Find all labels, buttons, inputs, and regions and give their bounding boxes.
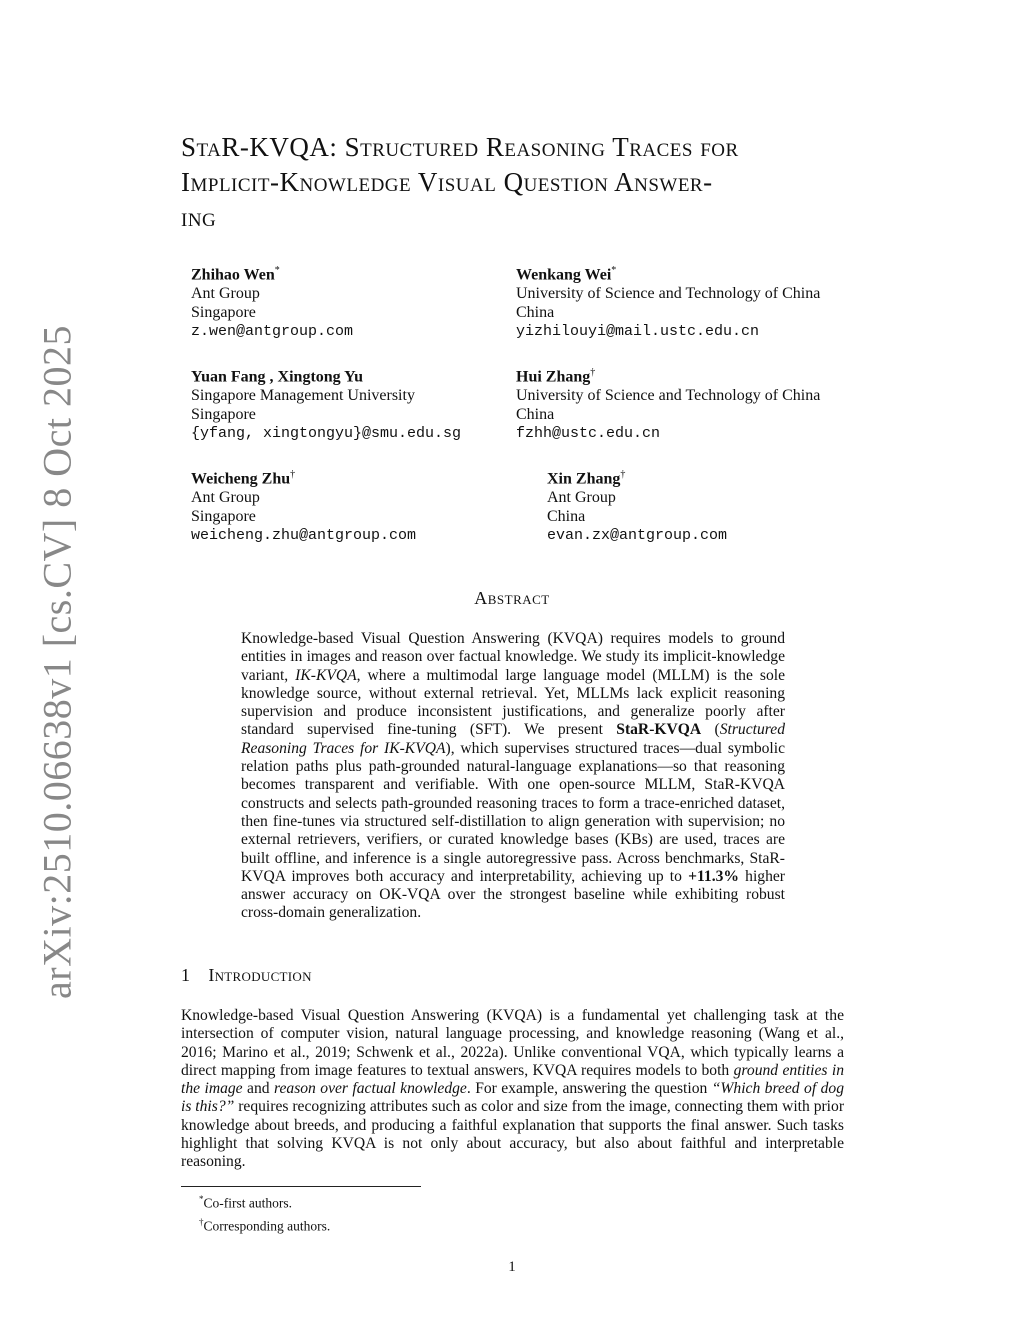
author-affiliation: University of Science and Technology of China: [516, 285, 821, 303]
author-email[interactable]: z.wen@antgroup.com: [191, 323, 354, 341]
author-location: Singapore: [191, 304, 256, 322]
author-mark: †: [620, 469, 626, 480]
author-name: Zhihao Wen: [191, 266, 275, 284]
author-location: China: [547, 508, 586, 526]
author-name: Weicheng Zhu: [191, 470, 291, 488]
footnotes: [199, 1190, 330, 1235]
author-mark: †: [290, 469, 296, 480]
author-name: Hui Zhang: [516, 368, 591, 386]
abstract-segment: ), which supervises structured traces—dual symbolic relation paths plus path-grounded natural-language explanations—so that reasoning becomes transparent and verifiable. With one open-source MLLM, StaR-KVQA constructs and selects path-grounded reasoning traces to form a trace-enriched dataset, then fine-tunes via structured self-distillation to align generation with supervision; no external retrievers, verifiers, or curated knowledge bases (KBs) are used, traces are built offline, and inference is a single autoregressive pass. Across benchmarks, StaR-KVQA improves both accuracy and interpretability, achieving up to: [241, 739, 785, 885]
section-heading: [181, 965, 312, 986]
intro-emphasis: ground entities in the image: [181, 1061, 844, 1098]
abstract-segment: (: [701, 721, 720, 739]
intro-emphasis: reason over factual knowledge: [273, 1080, 467, 1098]
author-mark: *: [611, 265, 617, 276]
abstract-method-name: StaR-KVQA: [616, 721, 702, 739]
footnote-divider: [181, 1186, 421, 1187]
abstract-segment: , where a multimodal large language model (MLLM) is the sole knowledge source, without external retrieval. Yet, MLLMs lack explicit reasoning supervision and produce inconsistent justifications, and generalize poorly after standard supervised fine-tuning (SFT). We present: [241, 666, 785, 739]
author-email[interactable]: {yfang, xingtongyu}@smu.edu.sg: [191, 425, 462, 443]
author-email[interactable]: yizhilouyi@mail.ustc.edu.cn: [516, 323, 760, 341]
author-name: Yuan Fang , Xingtong Yu: [191, 368, 364, 386]
author-affiliation: Singapore Management University: [191, 387, 415, 405]
section-title: Introduction: [208, 965, 312, 985]
author-entry: [191, 261, 353, 341]
intro-segment: . For example, answering the question: [466, 1080, 712, 1098]
footnote: [199, 1213, 330, 1236]
section-number: 1: [181, 965, 191, 985]
footnote-mark: *: [199, 1194, 204, 1204]
arxiv-identifier: arXiv:2510.06638v1 [cs.CV] 8 Oct 2025: [34, 325, 80, 999]
abstract-method-expansion: Structured Reasoning Traces for IK-KVQA: [241, 721, 785, 757]
author-location: China: [516, 406, 555, 424]
footnote-text: Corresponding authors.: [203, 1218, 331, 1233]
author-entry: [516, 363, 820, 443]
title-line-2: Implicit-Knowledge Visual Question Answer-: [181, 167, 713, 197]
author-location: China: [516, 304, 555, 322]
footnote-mark: †: [199, 1216, 204, 1227]
author-affiliation: Ant Group: [191, 285, 260, 303]
author-affiliation: Ant Group: [547, 489, 616, 507]
title-line-3: ing: [181, 202, 217, 232]
author-location: Singapore: [191, 508, 256, 526]
intro-segment: Knowledge-based Visual Question Answering (KVQA) is a fundamental yet challenging task at the intersection of computer vision, natural language processing, and knowledge reasoning (Wang et al., 2016; Marino et al., 2019; Schwenk et al., 2022a). Unlike conventional VQA, which typically learns a direct mapping from image features to textual answers, KVQA requires models to both: [181, 1007, 844, 1079]
intro-segment: requires recognizing attributes such as color and size from the image, connecting them with prior knowledge about breeds, and producing a faithful explanation that supports the final answer. Such tasks highlight that solving KVQA is not only about accuracy, but also about faithful and interpretable reasoning.: [181, 1098, 845, 1171]
author-affiliation: Ant Group: [191, 489, 260, 507]
author-entry: [547, 465, 727, 545]
author-name: Wenkang Wei: [516, 266, 612, 284]
author-email[interactable]: fzhh@ustc.edu.cn: [516, 425, 661, 443]
author-location: Singapore: [191, 406, 256, 424]
abstract-segment: higher answer accuracy on OK-VQA over the strongest baseline while exhibiting robust cross-domain generalization.: [241, 867, 785, 922]
abstract-segment: Knowledge-based Visual Question Answering (KVQA) requires models to ground entities in images and reason over factual knowledge. We study its implicit-knowledge variant,: [241, 630, 785, 684]
footnote: [199, 1190, 330, 1213]
author-mark: †: [590, 367, 596, 378]
author-entry: [516, 261, 820, 341]
author-affiliation: University of Science and Technology of China: [516, 387, 821, 405]
footnote-text: Co-first authors.: [203, 1195, 292, 1211]
author-entry: [191, 363, 461, 443]
abstract-gain: +11.3%: [688, 867, 739, 885]
abstract-heading: Abstract: [474, 588, 550, 608]
intro-emphasis: “Which breed of dog is this?”: [181, 1080, 844, 1116]
paper-title: [181, 130, 861, 235]
author-entry: [191, 465, 416, 545]
abstract-text: [241, 630, 785, 923]
author-mark: *: [274, 265, 280, 276]
page-number: 1: [508, 1259, 516, 1275]
author-name: Xin Zhang: [547, 470, 621, 488]
title-line-1: StaR-KVQA: Structured Reasoning Traces for: [181, 132, 739, 162]
author-email[interactable]: evan.zx@antgroup.com: [547, 527, 728, 545]
introduction-text: [181, 1007, 844, 1172]
author-email[interactable]: weicheng.zhu@antgroup.com: [191, 527, 417, 545]
intro-segment: and: [242, 1080, 274, 1098]
abstract-term: IK-KVQA: [295, 666, 357, 684]
